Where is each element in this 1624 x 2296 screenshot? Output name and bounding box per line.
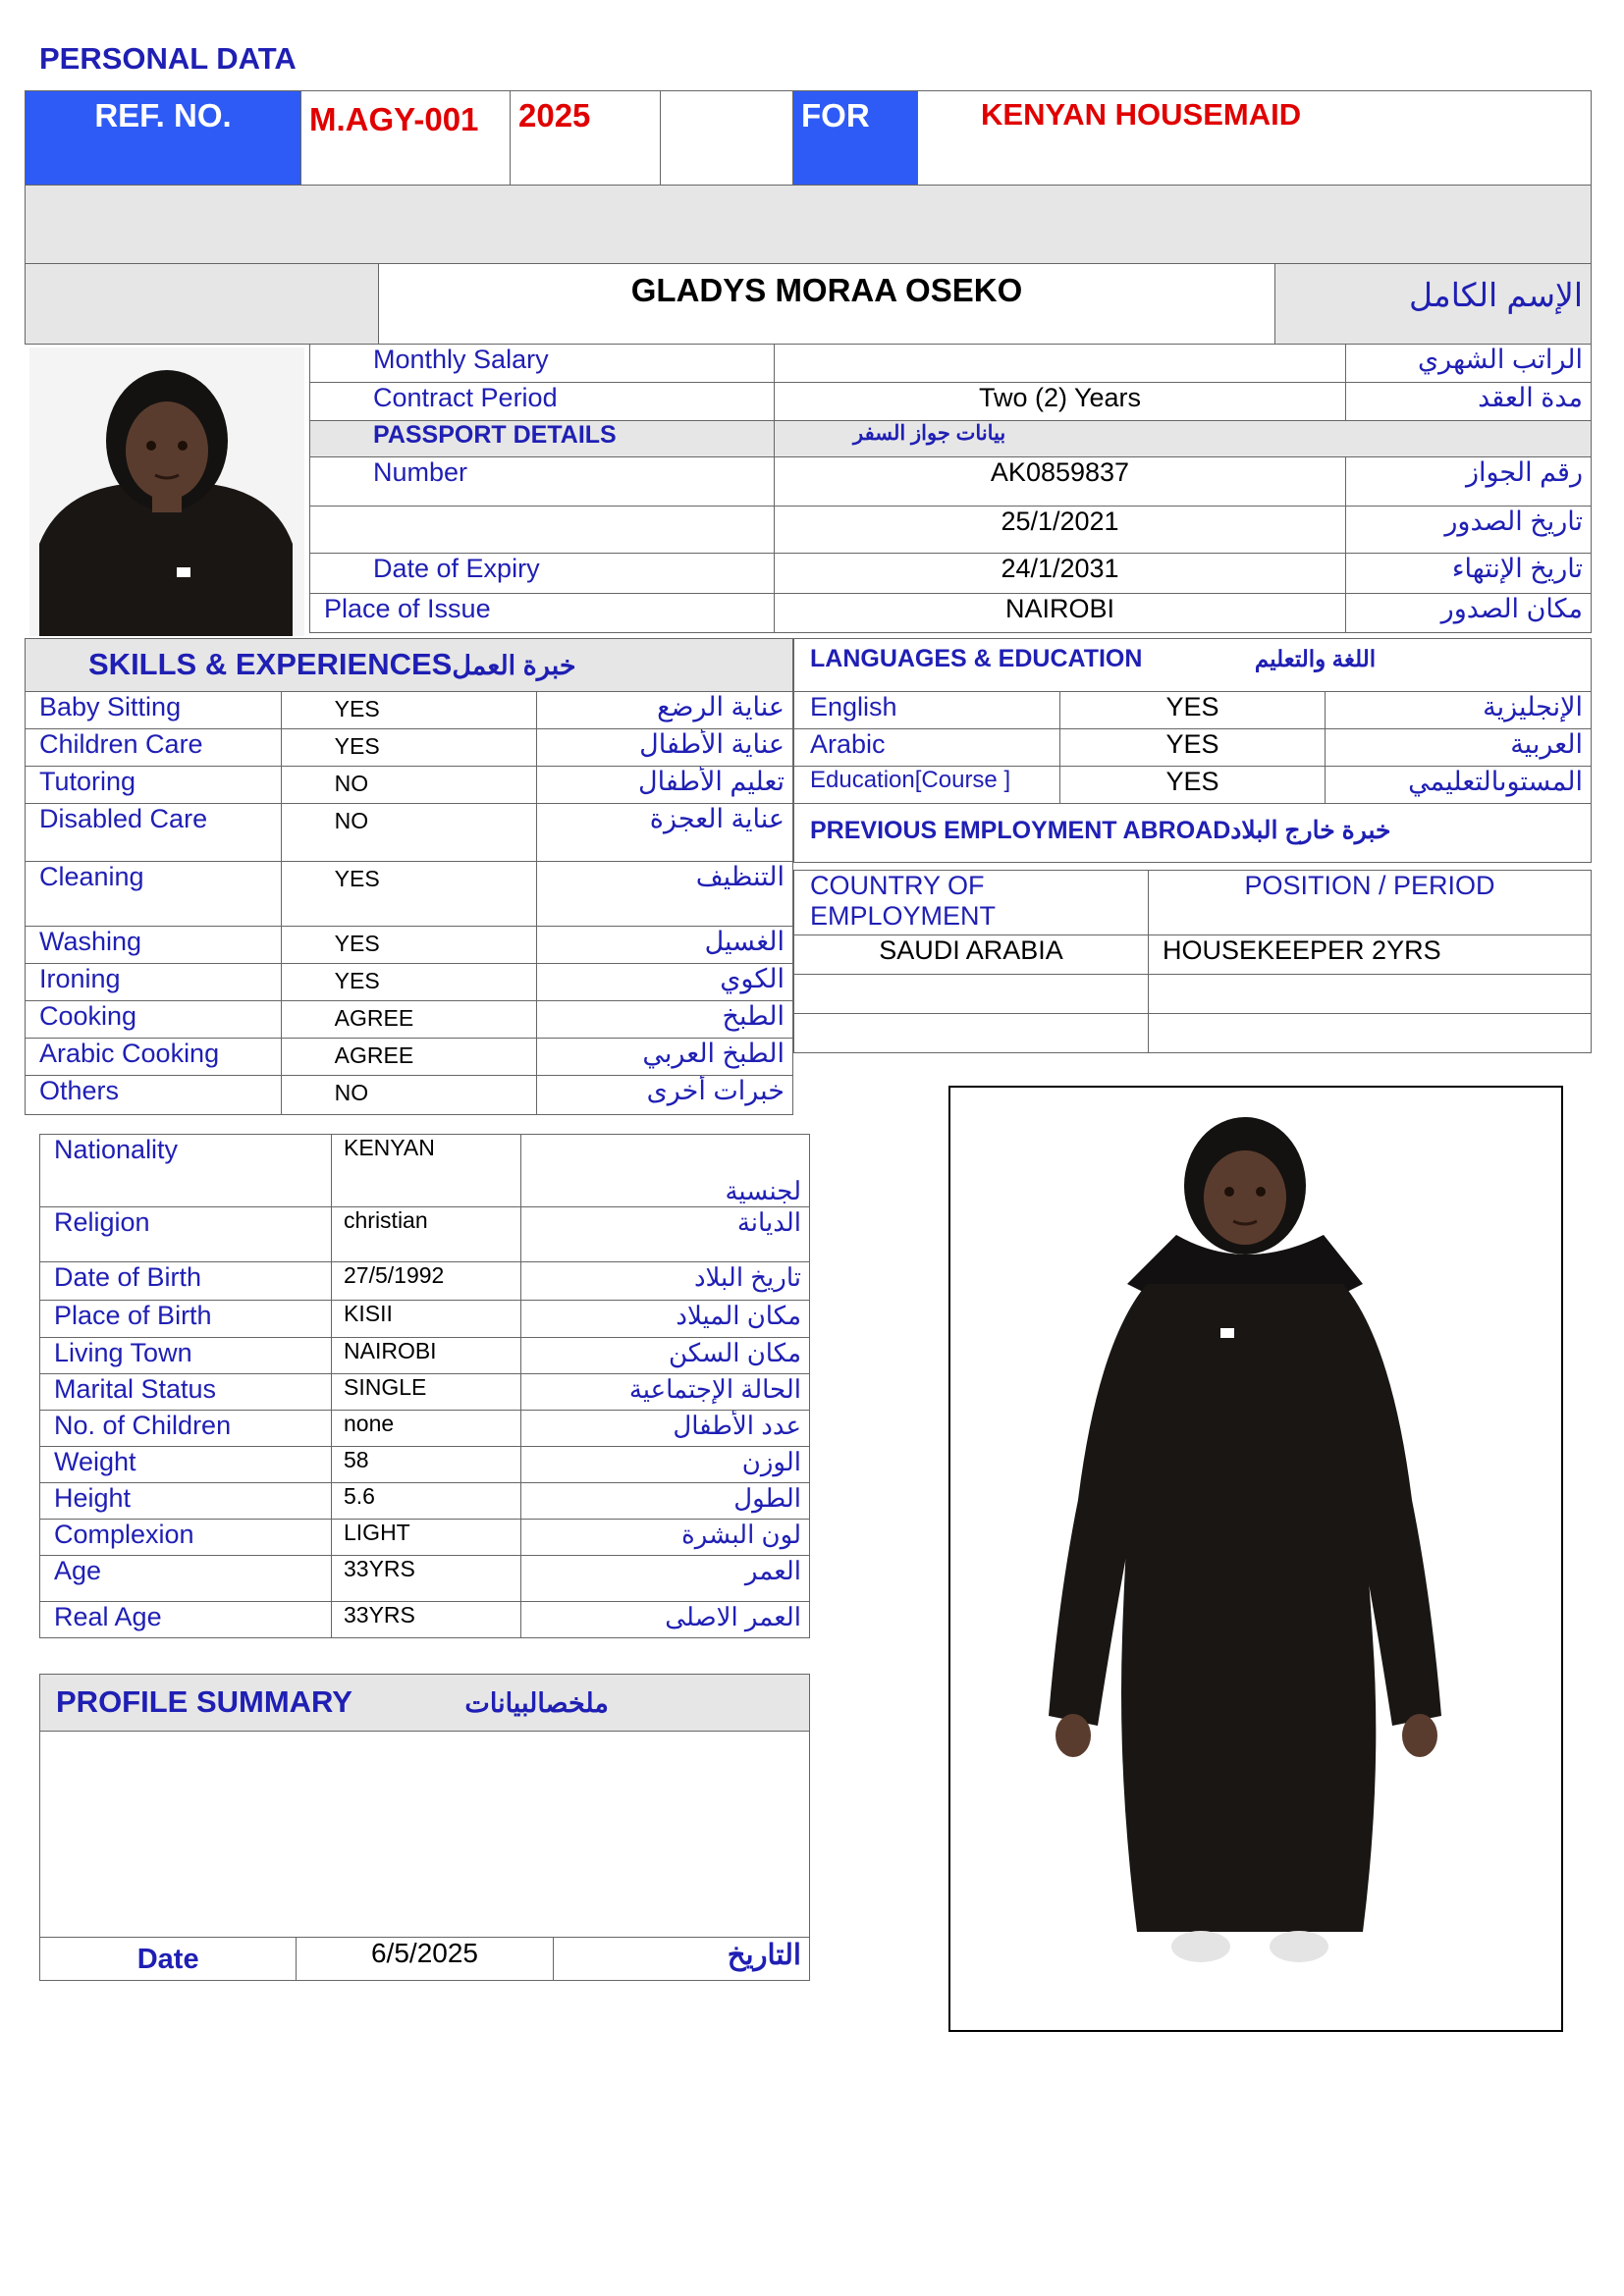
personal-row (40, 1301, 810, 1338)
language-row (794, 767, 1592, 804)
personal-label: Age (40, 1556, 332, 1602)
skill-row (26, 692, 793, 729)
date-ar: التاريخ (553, 1938, 809, 1981)
personal-ar: العمر الاصلى (521, 1602, 810, 1638)
skill-ar: عناية العجزة (537, 804, 793, 862)
language-label: Education[Course ] (794, 767, 1060, 804)
employment-title: PREVIOUS EMPLOYMENT ABROADخبرة خارج البلاد (794, 804, 1592, 863)
skill-label: Washing (26, 927, 282, 964)
personal-value: 33YRS (332, 1602, 521, 1638)
languages-title: LANGUAGES & EDUCATION اللغة والتعليم (794, 639, 1592, 692)
contract-ar: مدة العقد (1346, 383, 1592, 421)
personal-row (40, 1338, 810, 1374)
ref-value: M.AGY-001 (301, 91, 511, 186)
ref-year: 2025 (511, 91, 661, 186)
applicant-photo-small (29, 347, 304, 636)
passport-number-value: AK0859837 (775, 457, 1346, 507)
skill-label: Ironing (26, 964, 282, 1001)
skill-ar: عناية الرضع (537, 692, 793, 729)
skill-value: YES (281, 692, 537, 729)
place-issue-value: NAIROBI (775, 594, 1346, 633)
person-portrait-icon (29, 347, 304, 636)
skill-row (26, 767, 793, 804)
skill-row (26, 804, 793, 862)
language-row (794, 692, 1592, 729)
passport-number-ar: رقم الجواز (1346, 457, 1592, 507)
skills-title: SKILLS & EXPERIENCESخبرة العمل (26, 639, 793, 692)
language-label: English (794, 692, 1060, 729)
salary-label: Monthly Salary (310, 345, 775, 383)
personal-row (40, 1556, 810, 1602)
personal-ar: الطول (521, 1483, 810, 1520)
personal-ar: الحالة الإجتماعية (521, 1374, 810, 1411)
full-name-ar: الإسم الكامل (1275, 264, 1592, 345)
skill-ar: التنظيف (537, 862, 793, 927)
employment-row (794, 935, 1592, 975)
personal-value: 5.6 (332, 1483, 521, 1520)
personal-row (40, 1262, 810, 1301)
employment-position (1149, 1014, 1592, 1053)
place-issue-label: Place of Issue (310, 594, 775, 633)
personal-label: Place of Birth (40, 1301, 332, 1338)
skill-ar: عناية الأطفال (537, 729, 793, 767)
employment-country (794, 1014, 1149, 1053)
skill-row (26, 964, 793, 1001)
personal-value: KENYAN (332, 1135, 521, 1207)
personal-value: NAIROBI (332, 1338, 521, 1374)
skill-row (26, 1039, 793, 1076)
skill-label: Baby Sitting (26, 692, 282, 729)
skill-ar: تعليم الأطفال (537, 767, 793, 804)
employment-row (794, 1014, 1592, 1053)
person-full-body-icon (950, 1088, 1561, 2030)
personal-label: Date of Birth (40, 1262, 332, 1301)
expiry-value: 24/1/2031 (775, 554, 1346, 594)
personal-value: 33YRS (332, 1556, 521, 1602)
skill-value: YES (281, 729, 537, 767)
name-table (25, 263, 1592, 345)
date-label: Date (40, 1938, 297, 1981)
personal-ar: العمر (521, 1556, 810, 1602)
profile-table (39, 1674, 810, 1981)
personal-table (39, 1134, 810, 1638)
personal-label: Complexion (40, 1520, 332, 1556)
for-label: FOR (793, 91, 918, 186)
personal-value: christian (332, 1207, 521, 1262)
personal-value: 27/5/1992 (332, 1262, 521, 1301)
date-value: 6/5/2025 (297, 1938, 553, 1981)
employment-country: SAUDI ARABIA (794, 935, 1149, 975)
employment-row (794, 975, 1592, 1014)
skill-label: Tutoring (26, 767, 282, 804)
personal-row (40, 1207, 810, 1262)
language-ar: العربية (1326, 729, 1592, 767)
personal-label: Real Age (40, 1602, 332, 1638)
personal-row (40, 1602, 810, 1638)
employment-position: HOUSEKEEPER 2YRS (1149, 935, 1592, 975)
profile-summary-body (40, 1732, 810, 1938)
personal-label: Height (40, 1483, 332, 1520)
passport-title: PASSPORT DETAILS (310, 421, 775, 457)
passport-title-ar: بيانات جواز السفر (775, 421, 1592, 457)
contract-table (309, 344, 1592, 633)
language-value: YES (1059, 767, 1326, 804)
expiry-label: Date of Expiry (310, 554, 775, 594)
personal-ar: مكان الميلاد (521, 1301, 810, 1338)
skill-ar: الكوي (537, 964, 793, 1001)
skill-ar: الطبخ العربي (537, 1039, 793, 1076)
header-table (25, 90, 1592, 264)
skill-value: AGREE (281, 1039, 537, 1076)
personal-row (40, 1447, 810, 1483)
skill-value: AGREE (281, 1001, 537, 1039)
contract-value: Two (2) Years (775, 383, 1346, 421)
employment-country (794, 975, 1149, 1014)
employment-col-position: POSITION / PERIOD (1149, 871, 1592, 935)
personal-value: none (332, 1411, 521, 1447)
personal-row (40, 1411, 810, 1447)
personal-row (40, 1374, 810, 1411)
personal-row (40, 1520, 810, 1556)
skill-ar: الطبخ (537, 1001, 793, 1039)
skill-ar: الغسيل (537, 927, 793, 964)
profile-title: PROFILE SUMMARY ملخصالبيانات (40, 1675, 810, 1732)
issue-date-value: 25/1/2021 (775, 507, 1346, 554)
skill-row (26, 1001, 793, 1039)
employment-table (793, 870, 1592, 1053)
header-blank (661, 91, 793, 186)
applicant-photo-full (948, 1086, 1563, 2032)
personal-label: No. of Children (40, 1411, 332, 1447)
for-value: KENYAN HOUSEMAID (918, 91, 1592, 186)
passport-number-label: Number (310, 457, 775, 507)
skill-value: YES (281, 964, 537, 1001)
personal-ar: لجنسية (521, 1135, 810, 1207)
skill-row (26, 1076, 793, 1115)
skill-row (26, 927, 793, 964)
language-ar: المستوىالتعليمي (1326, 767, 1592, 804)
language-ar: الإنجليزية (1326, 692, 1592, 729)
skill-ar: خبرات أخرى (537, 1076, 793, 1115)
issue-date-ar: تاريخ الصدور (1346, 507, 1592, 554)
employment-position (1149, 975, 1592, 1014)
personal-ar: عدد الأطفال (521, 1411, 810, 1447)
contract-label: Contract Period (310, 383, 775, 421)
language-label: Arabic (794, 729, 1060, 767)
skill-label: Others (26, 1076, 282, 1115)
skill-value: YES (281, 862, 537, 927)
skill-value: NO (281, 804, 537, 862)
skill-row (26, 862, 793, 927)
expiry-ar: تاريخ الإنتهاء (1346, 554, 1592, 594)
personal-label: Marital Status (40, 1374, 332, 1411)
skill-label: Cleaning (26, 862, 282, 927)
personal-value: KISII (332, 1301, 521, 1338)
personal-ar: لون البشرة (521, 1520, 810, 1556)
skill-label: Arabic Cooking (26, 1039, 282, 1076)
employment-col-country: COUNTRY OF EMPLOYMENT (794, 871, 1149, 935)
skill-label: Disabled Care (26, 804, 282, 862)
language-row (794, 729, 1592, 767)
place-issue-ar: مكان الصدور (1346, 594, 1592, 633)
salary-ar: الراتب الشهري (1346, 345, 1592, 383)
personal-label: Nationality (40, 1135, 332, 1207)
personal-label: Weight (40, 1447, 332, 1483)
ref-label: REF. NO. (26, 91, 301, 186)
page-title: PERSONAL DATA (39, 41, 297, 76)
languages-table (793, 638, 1592, 863)
language-value: YES (1059, 692, 1326, 729)
language-value: YES (1059, 729, 1326, 767)
personal-value: SINGLE (332, 1374, 521, 1411)
name-blank (26, 264, 379, 345)
personal-ar: الديانة (521, 1207, 810, 1262)
skill-label: Children Care (26, 729, 282, 767)
personal-label: Religion (40, 1207, 332, 1262)
personal-ar: مكان السكن (521, 1338, 810, 1374)
personal-value: 58 (332, 1447, 521, 1483)
skills-table (25, 638, 793, 1115)
personal-label: Living Town (40, 1338, 332, 1374)
issue-date-label (310, 507, 775, 554)
skill-value: NO (281, 1076, 537, 1115)
skill-value: NO (281, 767, 537, 804)
full-name: GLADYS MORAA OSEKO (379, 264, 1275, 345)
personal-value: LIGHT (332, 1520, 521, 1556)
personal-ar: الوزن (521, 1447, 810, 1483)
salary-value (775, 345, 1346, 383)
personal-row (40, 1483, 810, 1520)
skill-value: YES (281, 927, 537, 964)
skill-label: Cooking (26, 1001, 282, 1039)
personal-ar: تاريخ البلاد (521, 1262, 810, 1301)
personal-row (40, 1135, 810, 1207)
gray-band (26, 186, 1592, 264)
skill-row (26, 729, 793, 767)
